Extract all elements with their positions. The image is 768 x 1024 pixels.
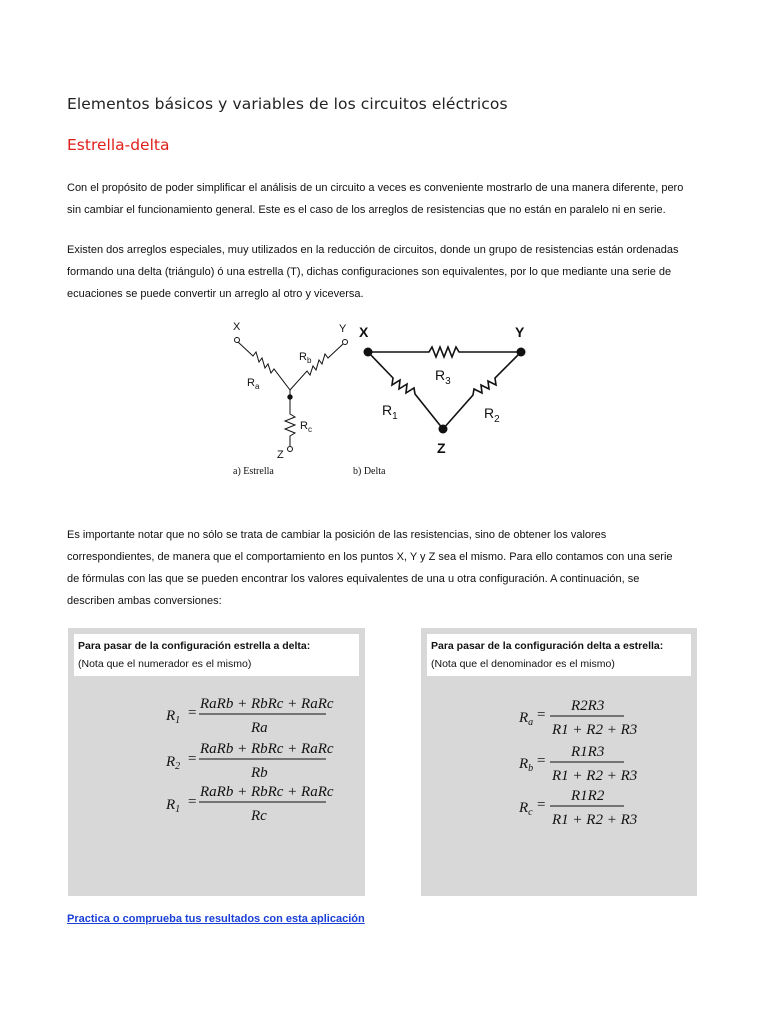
delta-node-z [439,425,448,434]
paragraph-line: ecuaciones se puede convertir un arreglo al otro y viceversa. [67,288,364,300]
paragraph-line: Es importante notar que no sólo se trata de cambiar la posición de las resistencias, sino de obtener los valores [67,529,607,541]
svg-text:RaRb + RbRc + RaRc: RaRb + RbRc + RaRc [200,696,334,712]
svg-text:Ra: Ra [251,720,268,736]
delta-node-y [517,348,526,357]
formula-r2 [165,741,334,781]
resistor-r1 [368,352,443,429]
svg-text:=: = [188,794,197,810]
svg-text:R1R2: R1R2 [571,788,605,804]
delta-label-r1: $R_1$ [382,402,398,422]
star-to-delta-note: (Nota que el numerador es el mismo) [78,658,252,670]
star-terminal-x [235,338,240,343]
svg-text:R2: $R_2$ [166,754,181,772]
svg-text:R1 + R2 + R3: R1 + R2 + R3 [552,812,638,828]
star-label-z: Z [277,449,284,460]
svg-text:RaRb + RbRc + RaRc: RaRb + RbRc + RaRc [200,741,334,757]
delta-to-star-box [421,628,697,896]
delta-label-r2: $R_2$ [484,405,500,425]
star-label-x: X [233,321,241,333]
paragraph-line: formando una delta (triángulo) ó una estrella (T), dichas configuraciones son equivalentes, por lo que mediante una serie de [67,266,672,278]
formula-rc [518,788,637,828]
svg-text:Rb: $R_b$ [519,756,534,774]
paragraph-line: correspondientes, de manera que el comportamiento en los puntos X, Y y Z sea el mismo. Para ello contamos con una serie [67,551,673,563]
resistor-ra [238,342,290,390]
svg-text:RaRb + RbRc + RaRc: RaRb + RbRc + RaRc [200,784,334,800]
star-center-node [288,395,292,399]
paragraph-line: sin cambiar el funcionamiento general. Este es el caso de los arreglos de resistencias que no están en paralelo ni en serie. [67,204,666,216]
paragraph-line: Con el propósito de poder simplificar el análisis de un circuito a veces es conveniente mostrarlo de una manera diferente, pero [67,182,684,194]
svg-text:R1 + R2 + R3: R1 + R2 + R3 [552,722,638,738]
formula-rb [518,744,637,784]
practice-app-link[interactable]: Practica o comprueba tus resultados con esta aplicación [67,913,365,925]
svg-text:=: = [188,751,197,767]
delta-label-x: X [359,324,369,340]
caption-star: a) Estrella [233,466,274,477]
star-to-delta-formulas [68,686,365,886]
svg-text:R1: $R_1$ [166,797,181,815]
star-label-ra: $R_a$ [247,377,260,391]
svg-text:=: = [537,707,546,723]
star-terminal-z [288,447,293,452]
delta-label-z: Z [437,440,446,456]
star-label-rc: $R_c$ [300,420,312,434]
paragraph-importance [67,524,717,612]
paragraph-line: de fórmulas con las que se pueden encontrar los valores equivalentes de una u otra configuración. A continuación, se [67,573,640,585]
star-to-delta-header [74,634,359,676]
delta-to-star-formulas [421,686,697,886]
svg-text:=: = [188,705,197,721]
star-to-delta-heading: Para pasar de la configuración estrella a delta: [78,640,311,652]
svg-text:Rb: Rb [251,765,268,781]
star-label-y: Y [339,323,347,335]
section-subtitle: Estrella-delta [67,136,170,154]
delta-label-y: Y [515,324,525,340]
delta-label-r3: $R_3$ [435,367,451,387]
star-to-delta-box [68,628,365,896]
star-diagram [235,338,348,452]
formula-ra [518,698,637,738]
delta-to-star-note: (Nota que el denominador es el mismo) [431,658,615,670]
circuit-figure [225,318,535,460]
svg-text:Rc: $R_c$ [519,800,533,818]
svg-text:R1: $R_1$ [166,708,181,726]
paragraph-arrangements [67,239,717,305]
caption-delta: b) Delta [353,466,386,477]
page-title: Elementos básicos y variables de los circuitos eléctricos [67,95,508,113]
svg-text:R1 + R2 + R3: R1 + R2 + R3 [552,768,638,784]
star-terminal-y [343,340,348,345]
resistor-r3 [368,347,521,357]
paragraph-intro [67,177,717,221]
delta-to-star-header [427,634,691,676]
star-label-rb: $R_b$ [299,351,312,365]
svg-text:=: = [537,797,546,813]
formula-r1-c [165,784,334,824]
svg-text:R2R3: R2R3 [571,698,605,714]
paragraph-line: Existen dos arreglos especiales, muy utilizados en la reducción de circuitos, donde un grupo de resistencias están ordenadas [67,244,679,256]
svg-text:=: = [537,753,546,769]
delta-node-x [364,348,373,357]
svg-text:Ra: $R_a$ [519,710,534,728]
svg-text:R1R3: R1R3 [571,744,605,760]
delta-to-star-heading: Para pasar de la configuración delta a estrella: [431,640,664,652]
resistor-r2 [443,352,521,429]
resistor-rb [290,344,343,390]
paragraph-line: describen ambas conversiones: [67,595,222,607]
svg-text:Rc: Rc [251,808,267,824]
formula-r1 [165,696,334,736]
